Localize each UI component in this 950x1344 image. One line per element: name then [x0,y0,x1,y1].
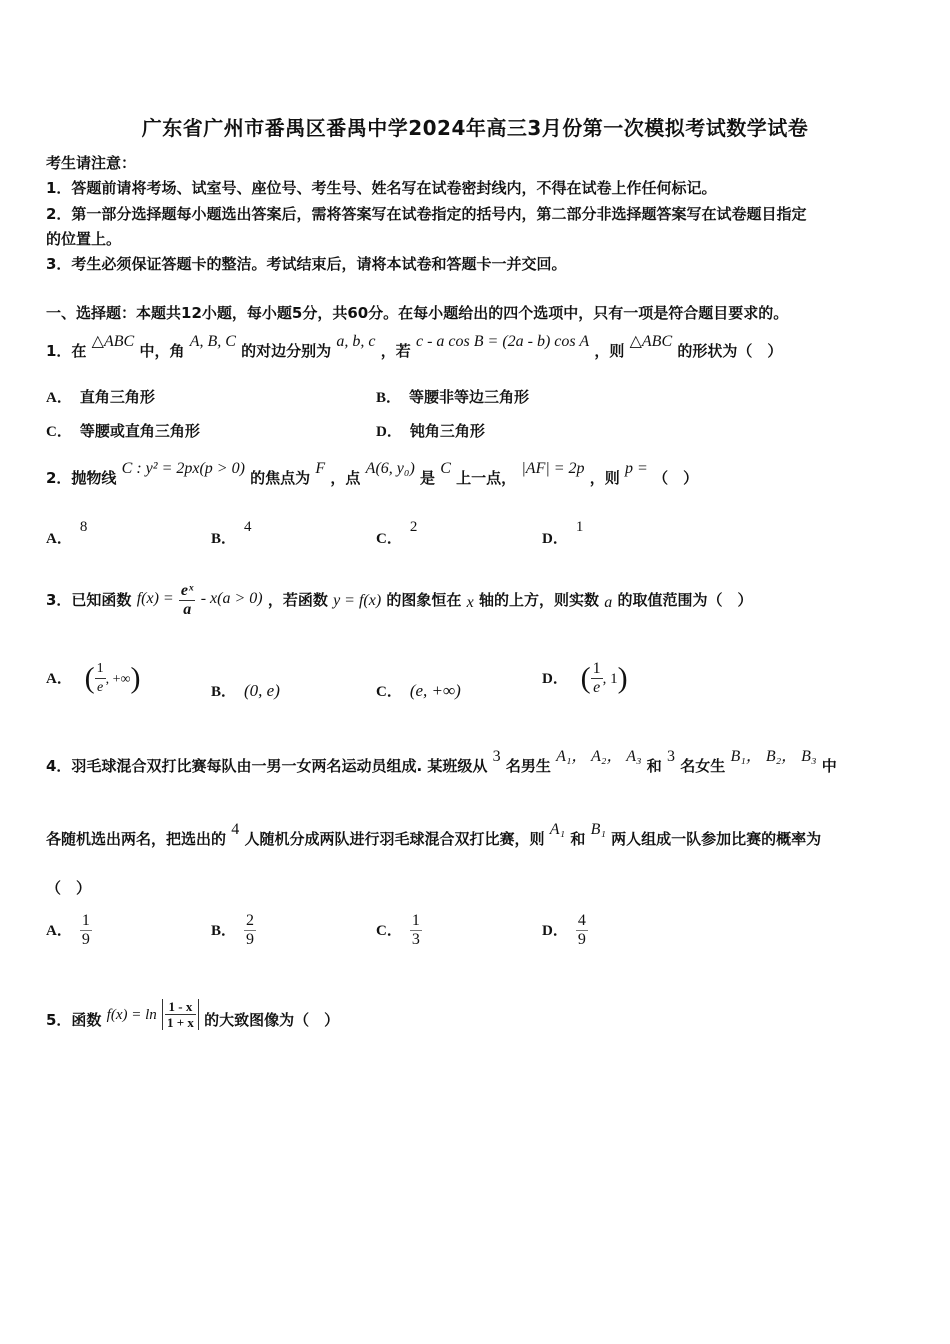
q4-text-5: 中 [821,757,837,775]
q3-number: 3．已知函数 [46,591,132,609]
option-fraction [95,660,106,697]
option-value: 8 [79,519,88,535]
q2-text-4: 上一点， [456,469,517,487]
option-label: C． [376,923,402,939]
option-text: 等腰或直角三角形 [79,422,200,440]
q1-triangle-2: △ABC [629,333,673,350]
q4-option-b [211,912,256,949]
fraction-numerator: 1 - x [165,999,196,1015]
q4-text-8: 和 [570,830,586,848]
question-4-line-1 [46,748,837,776]
q2-curve: C : y² = 2px(p > 0) [121,460,245,477]
q4-a1: A₁ [549,821,566,838]
q4-option-d [542,912,588,949]
fraction-numerator: eˣ [180,582,194,599]
q3-option-c [376,680,461,701]
q2-focus: F [315,460,326,477]
option-label: D． [542,671,568,687]
q3-option-d [542,660,628,697]
option-fraction [410,912,422,949]
fraction-numerator: 1 [592,660,601,677]
q5-number: 5．函数 [46,1011,102,1029]
question-4-line-2 [46,821,822,849]
fraction-numerator: 1 [411,912,420,929]
q4-text-6: 各随机选出两名，把选出的 [46,830,227,848]
q2-text-6: （ ） [653,469,699,487]
q2-text-2: ，点 [330,469,361,487]
option-fraction [80,912,92,949]
q1-sides: a, b, c [336,333,376,350]
q4-text-2: 名男生 [505,757,551,775]
option-fraction [244,912,256,949]
q3-x: x [466,594,474,611]
option-label: D． [376,424,402,440]
q1-option-a [46,386,155,407]
q2-option-a [46,519,88,548]
option-value: 1 [575,519,584,535]
q2-option-b [211,519,252,548]
left-paren-icon: ( [84,661,95,695]
q1-angles: A, B, C [189,333,236,350]
q4-boys: A₁， A₂， A₃ [556,748,642,765]
right-paren-icon: ) [617,661,628,695]
fraction-numerator: 1 [81,912,90,929]
question-2 [46,460,699,488]
option-label: C． [376,531,402,547]
fraction-numerator: 1 [95,660,106,679]
q3-text-1: ，若函数 [267,591,328,609]
option-label: B． [211,531,237,547]
q1-option-b [376,386,529,407]
option-label: C． [46,424,72,440]
option-label: D． [542,531,568,547]
option-value: 4 [244,519,252,535]
option-value: (0, e) [244,681,280,700]
q4-option-c [376,912,422,949]
q4-b1: B₁ [590,821,606,838]
q1-option-d [376,420,485,441]
q3-func-lhs: f(x) = [136,590,174,607]
notice-item-2: 2．第一部分选择题每小题选出答案后，需将答案写在试卷指定的括号内，第二部分非选择题答案写在试卷题目指定 [46,205,807,223]
option-label: A． [46,531,72,547]
q5-fraction [165,999,196,1030]
question-4-line-3: （ ） [46,879,92,897]
fraction-denominator: e [593,679,601,696]
fraction-denominator: e [97,680,104,695]
q4-boys-count: 3 [492,748,501,765]
fraction-denominator: a [183,601,192,618]
q4-girls: B₁， B₂， B₃ [730,748,817,765]
section-heading: 一、选择题：本题共12小题，每小题5分，共60分。在每小题给出的四个选项中，只有一项是符合题目要求的。 [46,304,789,322]
q4-people-count: 4 [231,821,240,838]
q4-option-a [46,912,92,949]
notice-item-3: 3．考生必须保证答题卡的整洁。考试结束后，请将本试卷和答题卡一并交回。 [46,255,567,273]
q4-text-9: 两人组成一队参加比赛的概率为 [611,830,822,848]
q2-distance: |AF| = 2p [521,460,585,477]
q2-p: p = [625,460,648,477]
q4-text-7: 人随机分成两队进行羽毛球混合双打比赛，则 [244,830,545,848]
q4-text-4: 名女生 [680,757,726,775]
question-5 [46,999,340,1036]
q5-lhs: f(x) = ln [106,1007,157,1023]
q2-option-d [542,519,584,548]
q1-text-2: 的对边分别为 [241,342,332,360]
question-3 [46,582,753,619]
q3-option-a [46,660,141,697]
option-fraction [591,660,603,697]
q3-func-fraction [179,582,196,619]
page-title: 广东省广州市番禺区番禺中学2024年高三3月份第一次模拟考试数学试卷 [141,116,809,140]
fraction-denominator: 1 + x [167,1015,194,1030]
q1-text-3: ，若 [380,342,411,360]
q2-number: 2．抛物线 [46,469,117,487]
q1-text-4: ，则 [594,342,625,360]
option-label: C． [376,684,402,700]
option-text: 钝角三角形 [409,422,485,440]
notice-item-2-cont: 的位置上。 [46,230,122,248]
q4-text-1: 4．羽毛球混合双打比赛每队由一男一女两名运动员组成. 某班级从 [46,757,488,775]
option-label: B． [376,390,402,406]
q3-text-3: 轴的上方，则实数 [479,591,600,609]
notice-heading: 考生请注意： [46,154,137,172]
option-label: B． [211,684,237,700]
q2-point: A(6, y₀) [365,460,415,477]
option-tail: , 1 [602,671,618,687]
q1-number: 1．在 [46,342,87,360]
option-text: 直角三角形 [79,388,155,406]
q5-tail: 的大致图像为（ ） [204,1011,340,1029]
fraction-denominator: 3 [411,931,420,948]
q2-text-1: 的焦点为 [250,469,311,487]
notice-item-1: 1．答题前请将考场、试室号、座位号、考生号、姓名写在试卷密封线内，不得在试卷上作任何标记。 [46,179,717,197]
q3-text-4: 的取值范围为（ ） [617,591,753,609]
option-tail: , +∞ [105,672,131,687]
option-label: B． [211,923,237,939]
q1-condition: c - a cos B = (2a - b) cos A [415,333,590,350]
right-paren-icon: ) [130,661,141,695]
option-text: 等腰非等边三角形 [409,388,530,406]
option-value: (e, +∞) [409,681,461,700]
q4-girls-count: 3 [667,748,676,765]
question-1 [46,333,783,361]
q1-option-c [46,420,200,441]
q2-text-3: 是 [420,469,436,487]
fraction-denominator: 9 [577,931,586,948]
q1-triangle: △ABC [91,333,135,350]
option-label: A． [46,923,72,939]
q1-text-1: 中，角 [139,342,185,360]
fraction-denominator: 9 [81,931,90,948]
q3-text-2: 的图象恒在 [386,591,462,609]
q2-option-c [376,519,418,548]
q1-text-5: 的形状为（ ） [677,342,783,360]
fraction-denominator: 9 [246,931,255,948]
q2-text-5: ，则 [589,469,620,487]
q3-graph: y = f(x) [333,592,382,609]
q2-curve-name: C [440,460,451,477]
left-paren-icon: ( [580,661,591,695]
option-label: D． [542,923,568,939]
q5-abs-value [162,999,199,1030]
q4-text-3: 和 [646,757,662,775]
option-fraction [576,912,588,949]
option-label: A． [46,390,72,406]
fraction-numerator: 4 [577,912,586,929]
fraction-numerator: 2 [246,912,255,929]
q3-func-rhs: - x(a > 0) [200,590,263,607]
q3-a: a [604,594,613,611]
q3-option-b [211,680,280,701]
option-value: 2 [409,519,418,535]
option-label: A． [46,671,72,687]
